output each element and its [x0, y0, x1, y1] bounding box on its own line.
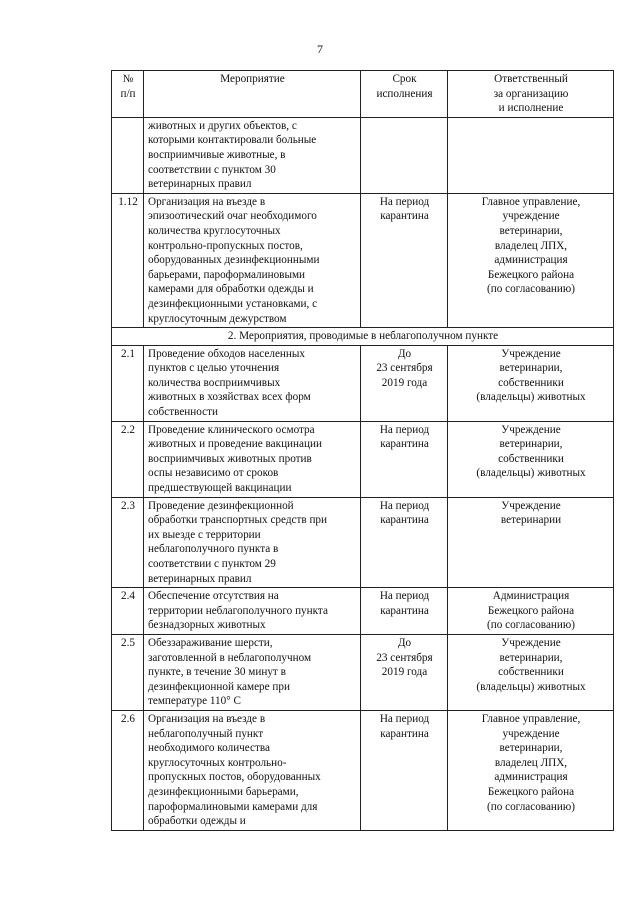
cell-line: ветеринарии,	[499, 438, 563, 451]
item-number	[112, 117, 144, 193]
cell-line: за организацию	[493, 87, 569, 100]
cell-line: исполнения	[376, 87, 433, 100]
cell-line: и исполнение	[498, 102, 564, 115]
table-row	[112, 421, 614, 497]
cell-line: На период	[379, 590, 430, 603]
cell-line: Главное управление,	[481, 712, 581, 725]
cell-line: Главное управление,	[481, 195, 581, 208]
cell-line: собственности	[148, 406, 218, 419]
cell-line: их выезде с территории	[148, 528, 261, 541]
term-cell	[361, 710, 448, 830]
cell-line: 23 сентября	[376, 651, 433, 664]
cell-line: собственники	[498, 666, 564, 679]
cell-line: Срок	[392, 73, 417, 85]
item-number: 1.12	[112, 193, 144, 327]
cell-line: собственники	[498, 452, 564, 465]
term-cell	[361, 634, 448, 710]
term-cell	[361, 345, 448, 421]
activity-cell	[144, 345, 361, 421]
cell-line: Учреждение	[501, 499, 561, 512]
cell-line: учреждение	[502, 210, 560, 223]
cell-line: Учреждение	[501, 636, 561, 649]
cell-line: животных и проведение вакцинации	[148, 438, 322, 451]
cell-line: Бежецкого района	[487, 785, 575, 798]
table-row	[112, 193, 614, 327]
item-number: 2.2	[112, 421, 144, 497]
cell-line: оспы независимо от сроков	[148, 467, 279, 480]
header-activity	[144, 71, 361, 118]
activity-cell	[144, 117, 361, 193]
cell-line: которыми контактировали больные	[148, 134, 317, 147]
cell-line: количества восприимчивых	[148, 376, 281, 389]
item-number: 2.4	[112, 588, 144, 635]
responsible-cell	[448, 710, 614, 830]
section-heading: 2. Мероприятия, проводимые в неблагополучном пункте	[112, 328, 614, 346]
cell-line: 23 сентября	[376, 362, 433, 375]
activities-table	[111, 70, 614, 831]
cell-line: владелец ЛПХ,	[494, 756, 568, 769]
cell-line: Учреждение	[501, 423, 561, 436]
cell-line: 2019 года	[381, 376, 428, 389]
cell-line: Обеззараживание шерсти,	[148, 636, 273, 649]
cell-line: Организация на въезде в	[148, 195, 266, 208]
cell-line: (владельцы) животных	[476, 467, 586, 480]
cell-line: пропускных постов, оборудованных	[148, 771, 321, 784]
cell-line: эпизоотический очаг необходимого	[148, 210, 317, 223]
activity-cell	[144, 193, 361, 327]
cell-line: ветеринарных правил	[148, 178, 252, 191]
cell-line: (по согласованию)	[487, 283, 575, 296]
cell-line: соответствии с пунктом 30	[148, 163, 276, 176]
cell-line: пунктов с целью уточнения	[148, 362, 280, 375]
cell-line: карантина	[380, 514, 429, 527]
cell-line: дезинфекционной камере при	[148, 680, 290, 693]
activity-cell	[144, 497, 361, 588]
cell-line: оборудованных дезинфекционными	[148, 254, 320, 267]
cell-line: Проведение дезинфекционной	[148, 499, 294, 512]
cell-line: На период	[379, 423, 430, 436]
cell-line: круглосуточных контрольно-	[148, 756, 287, 769]
cell-line: восприимчивых животных против	[148, 452, 312, 465]
term-cell	[361, 193, 448, 327]
responsible-cell	[448, 497, 614, 588]
cell-line: барьерами, пароформалиновыми	[148, 268, 306, 281]
term-cell	[361, 421, 448, 497]
cell-line: (владельцы) животных	[476, 391, 586, 404]
table-body	[112, 117, 614, 830]
cell-line: пароформалиновыми камерами для	[148, 800, 318, 813]
cell-line: животных и других объектов, с	[148, 119, 297, 132]
item-number: 2.5	[112, 634, 144, 710]
cell-line: (владельцы) животных	[476, 680, 586, 693]
cell-line: Проведение обходов населенных	[148, 347, 306, 360]
cell-line: Обеспечение отсутствия на	[148, 590, 279, 603]
cell-line: дезинфекционными барьерами,	[148, 785, 299, 798]
cell-line: камерами для обработки одежды и	[148, 283, 314, 296]
cell-line: неблагополучный пункт	[148, 727, 264, 740]
cell-line: ветеринарии,	[499, 362, 563, 375]
cell-line: До	[397, 636, 412, 649]
item-number: 2.6	[112, 710, 144, 830]
cell-line: п/п	[120, 87, 136, 100]
cell-line: На период	[379, 712, 430, 725]
cell-line: количества круглосуточных	[148, 224, 281, 237]
cell-line: Проведение клинического осмотра	[148, 423, 315, 436]
cell-line: администрация	[494, 254, 568, 267]
cell-line: контрольно-пропускных постов,	[148, 239, 303, 252]
cell-line: учреждение	[502, 727, 560, 740]
cell-line: карантина	[380, 210, 429, 223]
cell-line: пункте, в течение 30 минут в	[148, 666, 286, 679]
cell-line: Бежецкого района	[487, 604, 575, 617]
table-row	[112, 345, 614, 421]
cell-line: (по согласованию)	[487, 619, 575, 632]
cell-line: До	[397, 347, 412, 360]
cell-line: На период	[379, 499, 430, 512]
cell-line: №	[122, 73, 134, 85]
cell-line: собственники	[498, 376, 564, 389]
cell-line: ветеринарии	[500, 514, 562, 527]
term-cell	[361, 117, 448, 193]
responsible-cell	[448, 345, 614, 421]
activity-cell	[144, 710, 361, 830]
table-row	[112, 634, 614, 710]
cell-line: восприимчивые животные, в	[148, 148, 286, 161]
cell-line: Мероприятие	[220, 73, 285, 85]
section-heading-row	[112, 328, 614, 346]
cell-line: территории неблагополучного пункта	[148, 604, 328, 617]
cell-line: карантина	[380, 604, 429, 617]
cell-line: Учреждение	[501, 347, 561, 360]
header-num	[112, 71, 144, 118]
cell-line: Бежецкого района	[487, 268, 575, 281]
activity-cell	[144, 588, 361, 635]
cell-line: ветеринарии,	[499, 651, 563, 664]
responsible-cell	[448, 117, 614, 193]
cell-line: ветеринарии,	[499, 224, 563, 237]
cell-line: ветеринарии,	[499, 742, 563, 755]
responsible-cell	[448, 588, 614, 635]
cell-line: Администрация	[492, 590, 570, 603]
page-number: 7	[317, 42, 323, 56]
term-cell	[361, 497, 448, 588]
cell-line: температуре 110° С	[148, 695, 241, 708]
cell-line: администрация	[494, 771, 568, 784]
item-number: 2.1	[112, 345, 144, 421]
cell-line: карантина	[380, 727, 429, 740]
responsible-cell	[448, 634, 614, 710]
cell-line: круглосуточным дежурством	[148, 312, 287, 325]
cell-line: 2019 года	[381, 666, 428, 679]
table-row	[112, 710, 614, 830]
table-row	[112, 117, 614, 193]
cell-line: безнадзорных животных	[148, 619, 266, 632]
term-cell	[361, 588, 448, 635]
cell-line: животных в хозяйствах всех форм	[148, 391, 311, 404]
cell-line: карантина	[380, 438, 429, 451]
header-responsible	[448, 71, 614, 118]
cell-line: ветеринарных правил	[148, 572, 252, 585]
cell-line: Ответственный	[494, 73, 568, 85]
table-header-row	[112, 71, 614, 118]
cell-line: заготовленной в неблагополучном	[148, 651, 312, 664]
activity-cell	[144, 421, 361, 497]
cell-line: На период	[379, 195, 430, 208]
cell-line: необходимого количества	[148, 742, 271, 755]
cell-line: владелец ЛПХ,	[494, 239, 568, 252]
item-number: 2.3	[112, 497, 144, 588]
cell-line: дезинфекционными установками, с	[148, 297, 318, 310]
cell-line: соответствии с пунктом 29	[148, 558, 276, 570]
cell-line: (по согласованию)	[487, 800, 575, 813]
responsible-cell	[448, 421, 614, 497]
table-row	[112, 497, 614, 588]
cell-line: обработки транспортных средств при	[148, 514, 328, 527]
cell-line: неблагополучного пункта в	[148, 543, 279, 556]
cell-line: обработки одежды и	[148, 815, 246, 828]
cell-line: Организация на въезде в	[148, 712, 266, 725]
activity-cell	[144, 634, 361, 710]
responsible-cell	[448, 193, 614, 327]
header-term	[361, 71, 448, 118]
cell-line: предшествующей вакцинации	[148, 482, 292, 495]
table-row	[112, 588, 614, 635]
